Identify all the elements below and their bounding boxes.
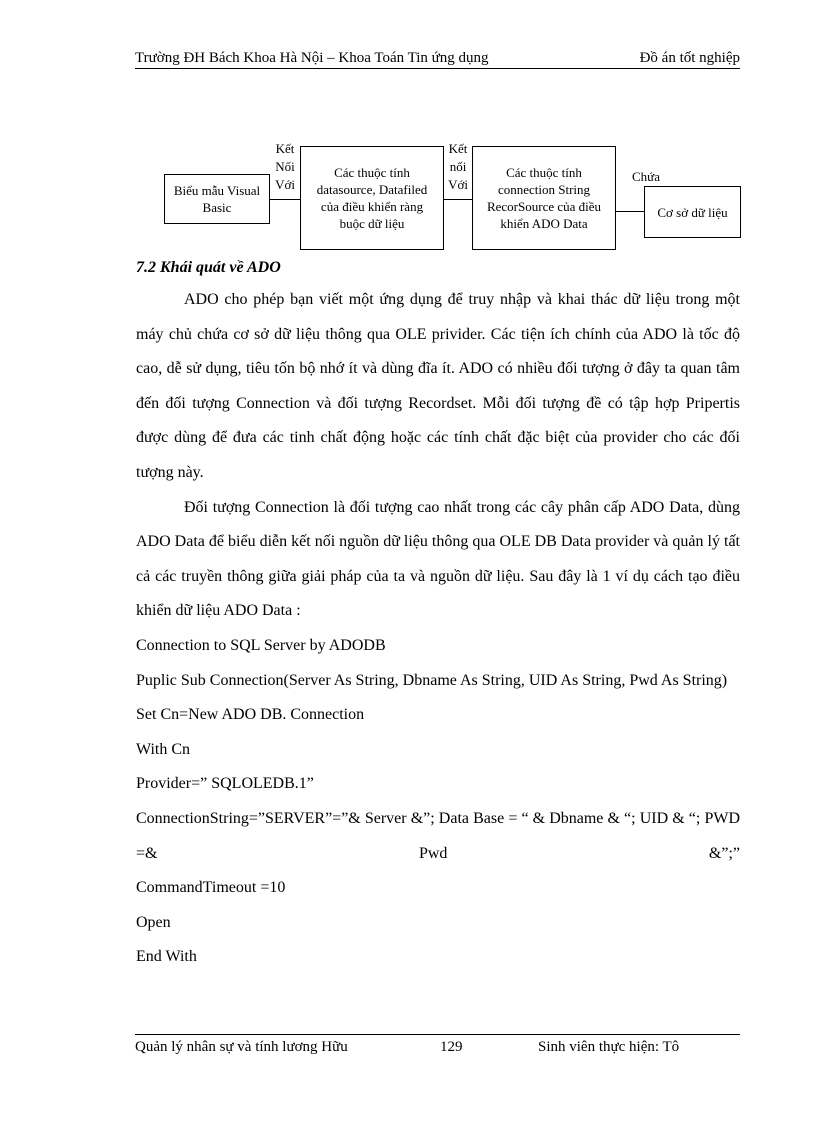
header-right-text: Đồ án tốt nghiệp (639, 50, 740, 66)
code-line-8: Open (136, 913, 171, 931)
code-line-2: Puplic Sub Connection(Server As String, Dbname As String, UID As String, Pwd As String) (136, 671, 728, 689)
code-line-4: With Cn (136, 740, 191, 758)
body-text (136, 283, 740, 975)
diagram-label-2-line1: Kết (448, 141, 468, 156)
code-line-1: Connection to SQL Server by ADODB (136, 636, 386, 654)
footer-page-number: 129 (440, 1039, 463, 1055)
diagram-connector-2 (444, 199, 472, 200)
diagram-label-1-line2: Nối (275, 159, 295, 174)
diagram-box-properties-text: Các thuộc tính datasource, Datafiled của điều khiển ràng buộc dữ liệu (316, 165, 428, 231)
code-line-9: End With (136, 948, 197, 966)
diagram-label-1 (270, 142, 300, 192)
diagram-label-1-line3: Với (275, 177, 295, 192)
code-line-7: CommandTimeout =10 (136, 879, 286, 897)
paragraph-1: ADO cho phép bạn viết một ứng dụng để truy nhập và khai thác dữ liệu trong một máy chủ chứa cơ sở dữ liệu thông qua OLE privider. Các tiện ích chính của ADO là tốc độ cao, dễ sử dụng, tiêu tốn bộ nhớ ít và dùng đĩa ít. ADO có nhiều đối tượng ở đây ta quan tâm đến đối tượng Connection và đối tượng Recordset. Mỗi đối tượng đề có tập hợp Pripertis được dùng để đưa các tinh chất động hoặc các tính chất đặc biệt của provider cho các đối tượng này. (136, 291, 740, 481)
diagram-box-properties (300, 146, 444, 250)
diagram-connector-3 (616, 211, 644, 212)
diagram-box-form-text: Biểu mẫu Visual Basic (173, 183, 261, 215)
diagram-label-3: Chứa (632, 169, 660, 184)
diagram-box-form (164, 174, 270, 224)
page-header (135, 50, 740, 69)
diagram-label-1-line1: Kết (275, 141, 295, 156)
diagram-box-ado-text: Các thuộc tính connection String RecorSource của điều khiển ADO Data (486, 165, 602, 231)
header-left-text: Trường ĐH Bách Khoa Hà Nội – Khoa Toán Tin ứng dụng (135, 50, 489, 66)
diagram-label-2-line2: nối (449, 159, 467, 174)
diagram-connector-1 (270, 199, 300, 200)
section-title: 7.2 Khái quát về ADO (136, 259, 281, 276)
code-line-6: ConnectionString=”SERVER”=”& Server &”; Data Base = “ & Dbname & “; UID & “; PWD =& Pwd &”;” (136, 809, 740, 862)
diagram-label-2 (443, 142, 473, 192)
footer-right-text: Sinh viên thực hiện: Tô (538, 1039, 680, 1055)
footer-rule (135, 1034, 740, 1035)
diagram-box-database-text: Cơ sở dữ liệu (657, 204, 728, 220)
diagram-box-ado (472, 146, 616, 250)
code-line-3: Set Cn=New ADO DB. Connection (136, 706, 365, 724)
footer-left-text: Quản lý nhân sự và tính lương Hữu (135, 1039, 348, 1055)
code-line-5: Provider=” SQLOLEDB.1” (136, 775, 314, 793)
diagram-box-database (644, 186, 741, 238)
diagram-label-2-line3: Với (448, 177, 468, 192)
paragraph-2: Đối tượng Connection là đối tượng cao nhất trong các cây phân cấp ADO Data, dùng ADO Data để biểu diễn kết nối nguồn dữ liệu thông qua OLE DB Data provider và quản lý tất cả các truyền thông giữa giải pháp của ta và nguồn dữ liệu. Sau đây là 1 ví dụ cách tạo điều khiển dữ liệu ADO Data : (136, 498, 740, 620)
